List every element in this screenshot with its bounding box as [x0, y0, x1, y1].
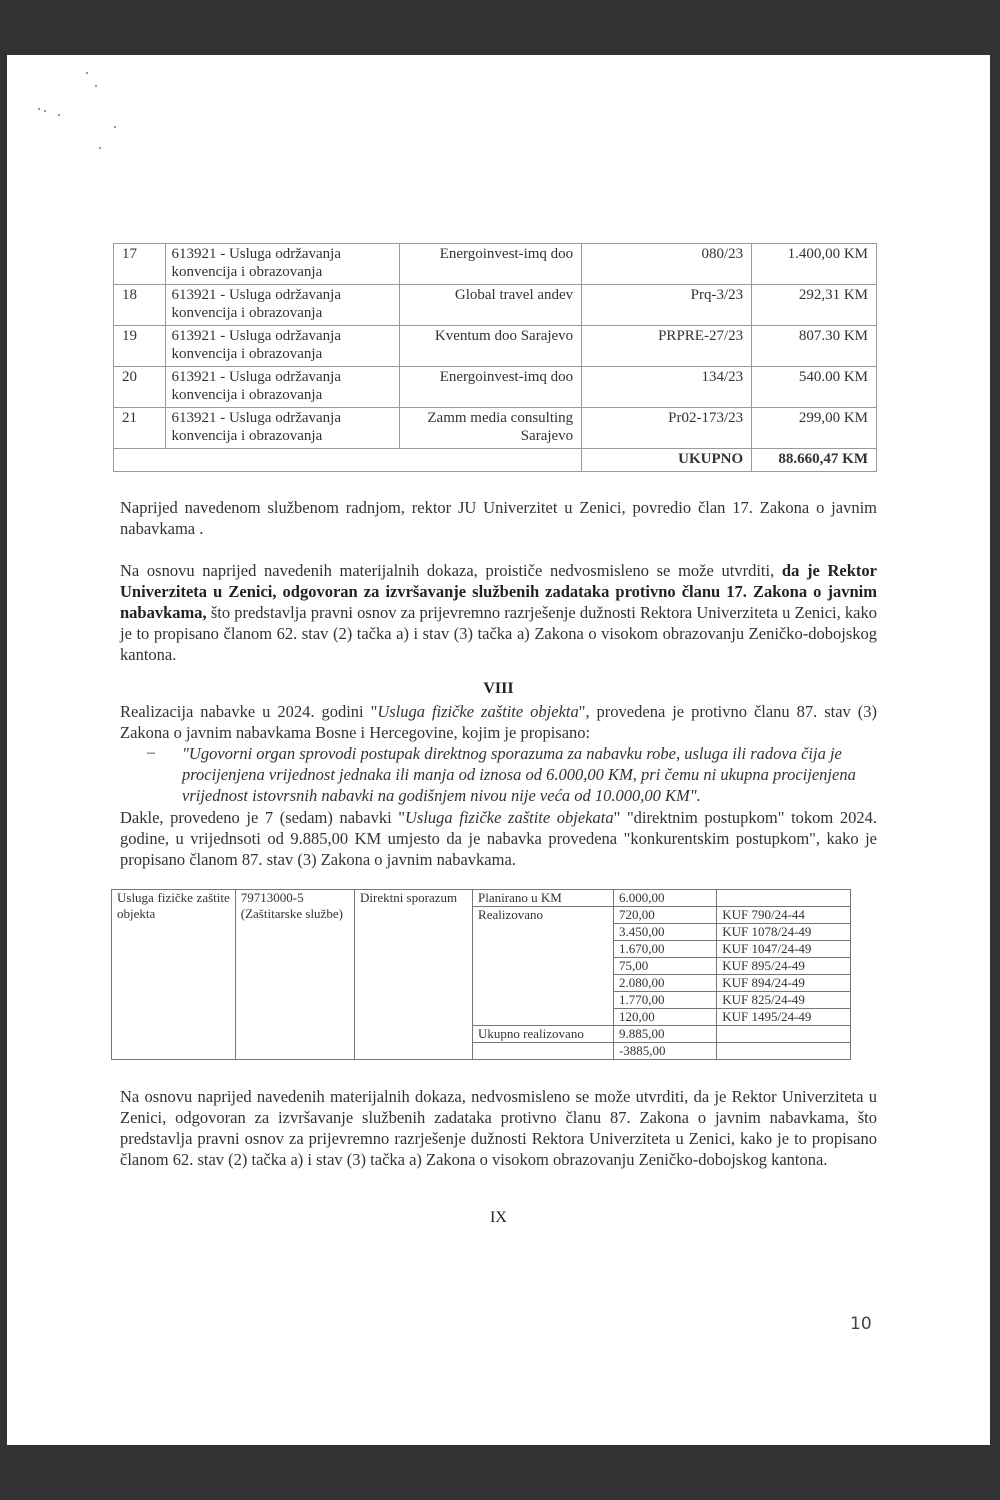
row-ref: KUF 1078/24-49	[717, 924, 851, 941]
row-ref	[717, 890, 851, 907]
row-amount: 540.00 KM	[752, 367, 877, 408]
row-amount: 292,31 KM	[752, 285, 877, 326]
procedure-cell: Direktni sporazum	[354, 890, 472, 1060]
row-value: 3.450,00	[613, 924, 716, 941]
total-label: UKUPNO	[582, 449, 752, 472]
row-value: 1.670,00	[613, 941, 716, 958]
row-amount: 1.400,00 KM	[752, 244, 877, 285]
row-supplier: Energoinvest-imq doo	[400, 244, 582, 285]
row-value: 75,00	[613, 958, 716, 975]
row-ref: KUF 1495/24-49	[717, 1009, 851, 1026]
row-invoice: 134/23	[582, 367, 752, 408]
table-row	[114, 285, 877, 326]
row-ref: KUF 895/24-49	[717, 958, 851, 975]
row-ref	[717, 1026, 851, 1043]
row-value: 9.885,00	[613, 1026, 716, 1043]
row-description: 613921 - Usluga održavanja konvencija i obrazovanja	[166, 244, 400, 285]
table-row	[114, 326, 877, 367]
page-number: 10	[850, 1314, 872, 1334]
row-ref	[717, 1043, 851, 1060]
law-quote: "Ugovorni organ sprovodi postupak direktnog sporazuma za nabavku robe, usluga ili radova čija je procijenjena vrijednost jednaka ili manja od iznosa od 6.000,00 KM, pri čemu ni ukupna procijenjena vrijednost istovrsnih nabavki na godišnjem nivou nije veća od 10.000,00 KM".	[182, 744, 856, 805]
row-label: Ukupno realizovano	[473, 1026, 614, 1043]
row-value: 720,00	[613, 907, 716, 924]
row-label: Planirano u KM	[473, 890, 614, 907]
total-value: 88.660,47 KM	[752, 449, 877, 472]
section-viii-intro: Realizacija nabavke u 2024. godini "Usluga fizičke zaštite objekta", provedena je protivno članu 87. stav (3) Zakona o javnim nabavkama Bosne i Hercegovine, kojim je propisano:	[120, 702, 877, 742]
row-number: 18	[114, 285, 166, 326]
row-supplier: Energoinvest-imq doo	[400, 367, 582, 408]
row-number: 21	[114, 408, 166, 449]
row-ref: KUF 894/24-49	[717, 975, 851, 992]
row-description: 613921 - Usluga održavanja konvencija i obrazovanja	[166, 367, 400, 408]
row-ref: KUF 790/24-44	[717, 907, 851, 924]
row-supplier: Global travel andev	[400, 285, 582, 326]
row-description: 613921 - Usluga održavanja konvencija i obrazovanja	[166, 285, 400, 326]
section-heading-viii: VIII	[483, 680, 514, 697]
row-invoice: 080/23	[582, 244, 752, 285]
row-description: 613921 - Usluga održavanja konvencija i obrazovanja	[166, 326, 400, 367]
bold-conclusion: da je Rektor Univerziteta u Zenici, odgovoran za izvršavanje službenih zadataka protivno članu 17. Zakona o javnim nabavkama,	[120, 561, 877, 622]
paragraph-violation-art17: Naprijed navedenom službenom radnjom, rektor JU Univerzitet u Zenici, povredio član 17. Zakona o javnim nabavkama .	[120, 498, 877, 538]
row-label: Realizovano	[473, 907, 614, 1026]
row-value: 1.770,00	[613, 992, 716, 1009]
paragraph-conclusion-art17: Na osnovu naprijed navedenih materijalnih dokaza, proističe nedvosmisleno se može utvrditi, da je Rektor Univerziteta u Zenici, odgovoran za izvršavanje službenih zadataka protivno članu 17. Zakona o javnim nabavkama, što predstavlja pravni osnov za prijevremno razrješenje dužnosti Rektora Univerziteta u Zenici, kako je to propisano članom 62. stav (2) tačka a) i stav (3) tačka a) Zakona o visokom obrazovanju Zeničko-dobojskog kantona.	[120, 561, 877, 664]
row-number: 20	[114, 367, 166, 408]
section-viii-detail: Dakle, provedeno je 7 (sedam) nabavki "Usluga fizičke zaštite objekata" "direktnim postupkom" tokom 2024. godine, u vrijednsoti od 9.885,00 KM umjesto da je nabavka provedena "konkurentskim postupkom", kako je propisano članom 87. stav (3) Zakona o javnim nabavkama.	[120, 808, 877, 869]
section-heading-ix: IX	[490, 1209, 507, 1226]
row-value: 2.080,00	[613, 975, 716, 992]
table-row	[114, 408, 877, 449]
row-label	[473, 1043, 614, 1060]
table-row	[114, 367, 877, 408]
row-number: 19	[114, 326, 166, 367]
row-description: 613921 - Usluga održavanja konvencija i obrazovanja	[166, 408, 400, 449]
document-page	[7, 55, 990, 1445]
row-amount: 299,00 KM	[752, 408, 877, 449]
total-row	[114, 449, 877, 472]
row-ref: KUF 825/24-49	[717, 992, 851, 1009]
row-value: -3885,00	[613, 1043, 716, 1060]
row-supplier: Zamm media consulting Sarajevo	[400, 408, 582, 449]
table-row	[112, 890, 851, 907]
row-invoice: Pr02-173/23	[582, 408, 752, 449]
row-amount: 807.30 KM	[752, 326, 877, 367]
row-supplier: Kventum doo Sarajevo	[400, 326, 582, 367]
row-value: 120,00	[613, 1009, 716, 1026]
expenses-table	[113, 243, 877, 472]
bullet-dash: –	[147, 744, 155, 761]
row-value: 6.000,00	[613, 890, 716, 907]
paragraph-conclusion-art87: Na osnovu naprijed navedenih materijalnih dokaza, nedvosmisleno se može utvrditi, da je Rektor Univerziteta u Zenici, odgovoran za izvršavanje službenih zadataka protivno članu 87. Zakona o javnim nabavkama, što predstavlja pravni osnov za prijevremno razrješenje dužnosti Rektora Univerziteta u Zenici, kako je to propisano članom 62. stav (2) tačka a) i stav (3) tačka a) Zakona o visokom obrazovanju Zeničko-dobojskog kantona.	[120, 1087, 877, 1169]
service-name-cell: Usluga fizičke zaštite objekta	[112, 890, 236, 1060]
row-invoice: Prq-3/23	[582, 285, 752, 326]
cpv-code-cell: 79713000-5 (Zaštitarske službe)	[235, 890, 354, 1060]
table-row	[114, 244, 877, 285]
row-ref: KUF 1047/24-49	[717, 941, 851, 958]
procurement-table	[111, 889, 851, 1060]
row-number: 17	[114, 244, 166, 285]
row-invoice: PRPRE-27/23	[582, 326, 752, 367]
